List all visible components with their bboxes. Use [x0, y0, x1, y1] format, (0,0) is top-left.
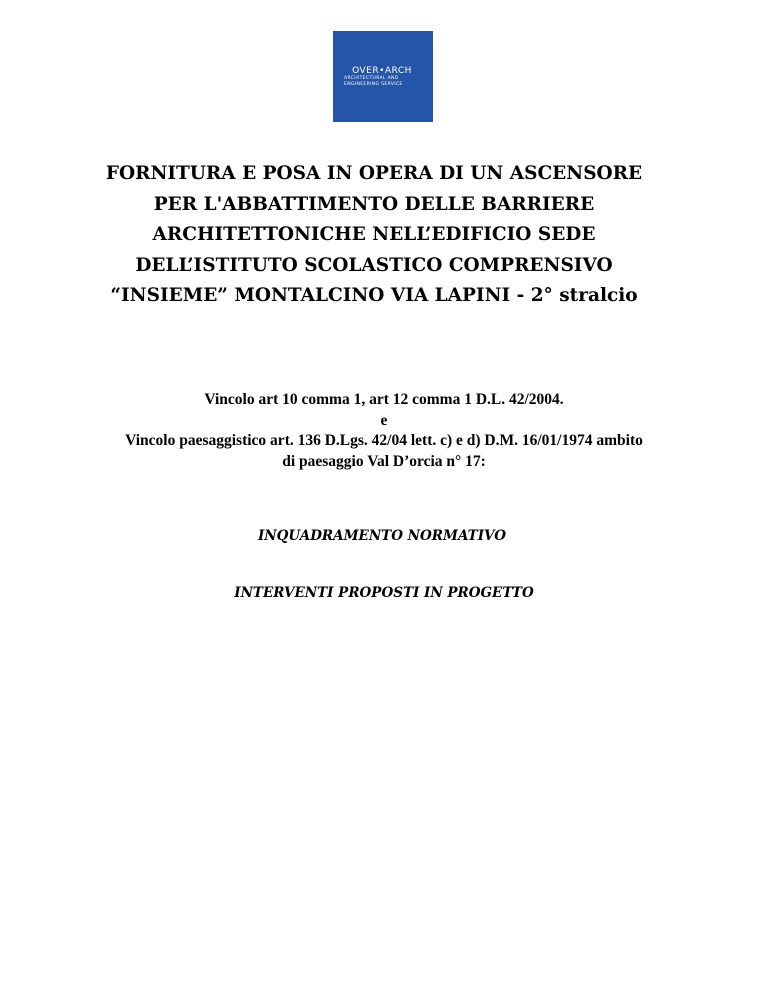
- constraint-line: Vincolo paesaggistico art. 136 D.Lgs. 42/04 lett. c) e d) D.M. 16/01/1974 ambito: [125, 432, 643, 449]
- constraint-line: e: [380, 411, 388, 429]
- title-line: “INSIEME” MONTALCINO VIA LAPINI - 2° stralcio: [110, 285, 638, 306]
- title-line: ARCHITETTONICHE NELL’EDIFICIO SEDE: [152, 224, 596, 245]
- section-heading-inquadramento: INQUADRAMENTO NORMATIVO: [257, 528, 507, 544]
- title-line: PER L'ABBATTIMENTO DELLE BARRIERE: [153, 193, 595, 215]
- constraint-line: di paesaggio Val D’orcia n° 17:: [282, 452, 486, 470]
- section-heading-interventi: INTERVENTI PROPOSTI IN PROGETTO: [234, 585, 534, 601]
- company-logo: [333, 31, 433, 122]
- logo-subtitle-line-2: ENGINEERING SERVICE: [344, 81, 403, 87]
- title-line: DELL’ISTITUTO SCOLASTICO COMPRENSIVO: [135, 254, 613, 276]
- constraint-line: Vincolo art 10 comma 1, art 12 comma 1 D.L. 42/2004.: [204, 391, 564, 408]
- legal-constraints: [20, 390, 748, 472]
- document-title: [40, 159, 708, 312]
- title-line: FORNITURA E POSA IN OPERA DI UN ASCENSORE: [105, 163, 643, 184]
- logo-subtitle-line-1: ARCHITECTURAL AND: [344, 76, 399, 81]
- logo-brand-text: OVER•ARCH: [352, 66, 412, 76]
